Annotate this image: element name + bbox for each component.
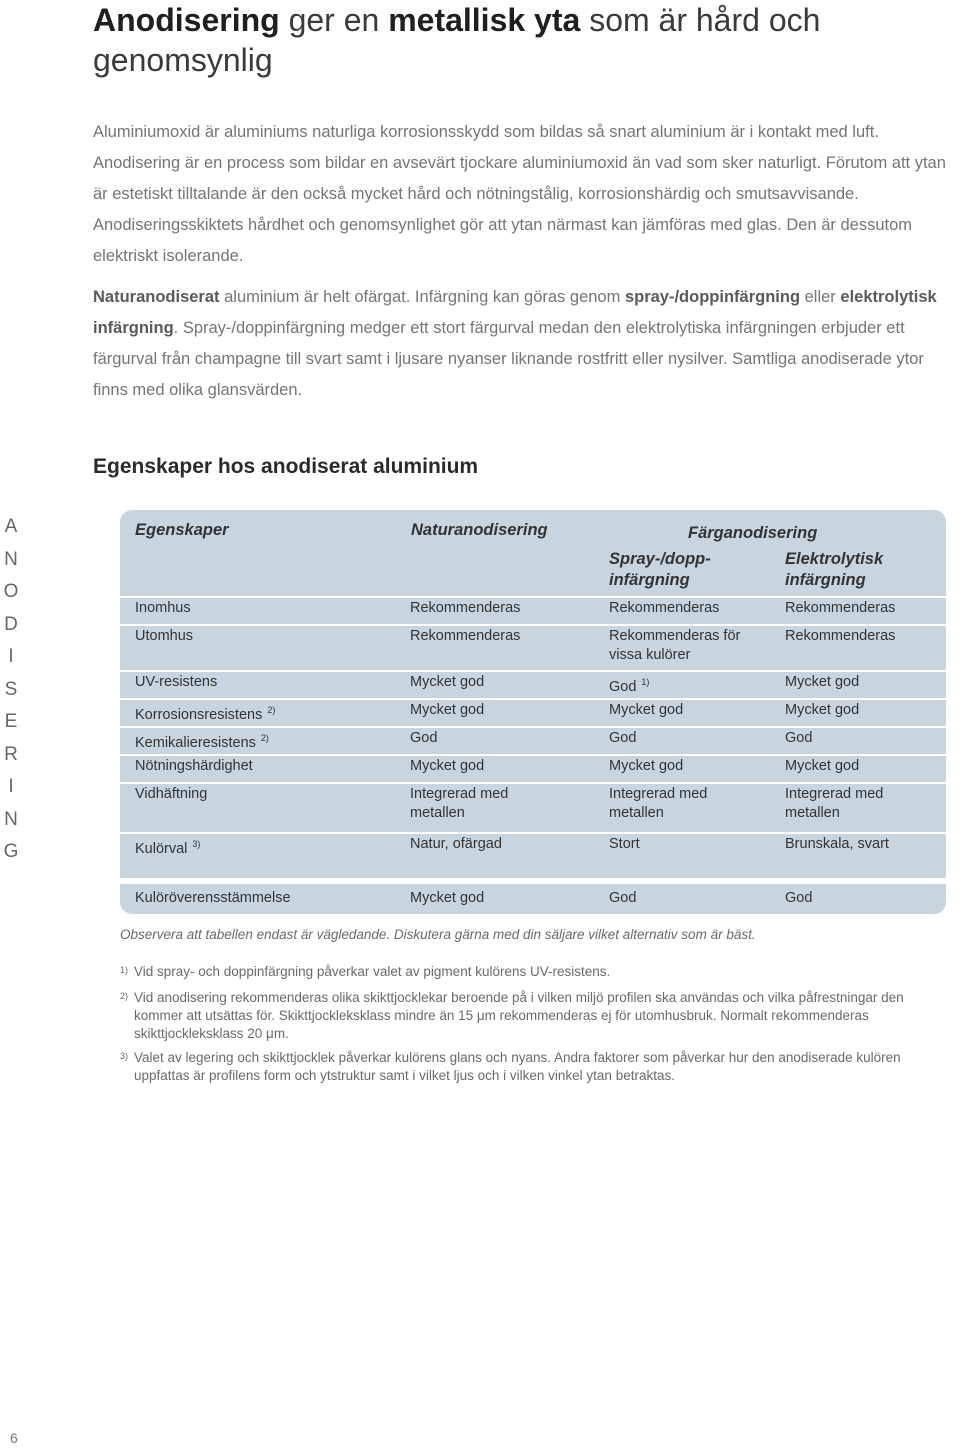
footnote-2-mark: 2) (120, 991, 129, 1001)
cell-naturanodisering (410, 701, 484, 720)
cell-naturanodisering-text: Mycket god (410, 758, 485, 774)
cell-naturanodisering (410, 889, 484, 908)
cell-elektrolytisk-text: Integrerad med metallen (785, 786, 884, 821)
cell-naturanodisering-text: Mycket god (410, 674, 485, 690)
observe-note: Observera att tabellen endast är vägledande. Diskutera gärna med din säljare vilket alternativ som är bäst. (120, 927, 756, 942)
cell-naturanodisering (410, 673, 484, 692)
cell-naturanodisering (410, 729, 437, 748)
cell-property (135, 785, 207, 804)
cell-property-footnote: 2) (267, 705, 276, 715)
cell-spray-dopp-text: Stort (609, 836, 640, 852)
cell-elektrolytisk (785, 889, 812, 908)
side-letter: A (4, 516, 18, 537)
cell-naturanodisering-text: Natur, ofärgad (410, 836, 502, 852)
cell-naturanodisering (410, 835, 502, 854)
heading-text-1: ger en (279, 2, 389, 38)
cell-naturanodisering (410, 757, 484, 776)
header-farganodisering: Färganodisering (688, 524, 818, 542)
cell-naturanodisering (410, 785, 508, 823)
side-letter: D (4, 613, 18, 635)
footnote-2-text: Vid anodisering rekommenderas olika skikttjocklekar beroende på i vilken miljö profilen ska användas och vilka påfrestningar den kommer att utsättas för. Skikttjockleksklass mindre än 15 μm rekommenderas ej för utomhusbruk. Normalt rekommenderas skikttjockleksklass 20 μm. (134, 990, 904, 1041)
header-elektrolytisk: Elektrolytisk infärgning (785, 550, 884, 589)
cell-spray-footnote: 1) (641, 677, 650, 687)
cell-property-text: Kulörval (135, 840, 188, 857)
cell-property (135, 673, 217, 692)
page-number: 6 (10, 1430, 18, 1446)
row-divider (120, 698, 946, 700)
cell-elektrolytisk-text: Rekommenderas (785, 628, 896, 644)
footnote-1-text: Vid spray- och doppinfärgning påverkar valet av pigment kulörens UV-resistens. (134, 964, 611, 979)
side-letter: I (8, 646, 14, 667)
cell-naturanodisering (410, 627, 520, 646)
cell-property (135, 757, 253, 776)
row-divider (120, 726, 946, 728)
cell-naturanodisering-text: Mycket god (410, 890, 485, 906)
cell-naturanodisering (410, 599, 520, 618)
para-bold-natur: Naturanodiserat (93, 288, 220, 306)
cell-elektrolytisk (785, 785, 883, 823)
para-text-3: . Spray-/doppinfärgning medger ett stort färgurval medan den elektrolytiska infärgningen erbjuder ett färgurval från champagne till svart samt i ljusare nyanser liknande rostfritt eller nysilver. Samtliga anodiserade ytor finns med olika glansvärden. (93, 319, 924, 399)
footnote-2 (120, 989, 920, 1043)
cell-elektrolytisk (785, 701, 859, 720)
row-divider (120, 596, 946, 598)
cell-property (135, 701, 275, 725)
cell-property-text: Nötningshärdighet (135, 758, 253, 774)
cell-elektrolytisk-text: Mycket god (785, 758, 860, 774)
cell-elektrolytisk (785, 757, 859, 776)
footnote-3 (120, 1049, 920, 1085)
para-text-2: eller (800, 288, 841, 306)
cell-property (135, 835, 200, 859)
cell-property (135, 729, 269, 753)
cell-spray-dopp-text: Rekommenderas för vissa kulörer (609, 628, 741, 663)
side-letter: S (4, 678, 18, 700)
cell-naturanodisering-text: Rekommenderas (410, 628, 521, 644)
cell-elektrolytisk-text: God (785, 890, 813, 906)
cell-property (135, 889, 291, 908)
cell-property-text: Kemikalieresistens (135, 734, 256, 751)
cell-property-text: Inomhus (135, 600, 191, 616)
cell-elektrolytisk-text: God (785, 730, 813, 746)
side-letter: G (3, 841, 19, 862)
cell-naturanodisering-text: Rekommenderas (410, 600, 521, 616)
side-vertical-label (0, 511, 22, 869)
footnote-1 (120, 963, 920, 981)
cell-spray-dopp (609, 757, 683, 776)
side-letter: E (4, 711, 18, 732)
cell-spray-dopp-text: Mycket god (609, 758, 684, 774)
row-divider (120, 832, 946, 834)
footnote-3-text: Valet av legering och skikttjocklek påverkar kulörens glans och nyans. Andra faktorer som påverkar hur den anodiserade kulören uppfattas är profilens form och ytstruktur samt i vilket ljus och i vilken vinkel ytan betraktas. (134, 1050, 901, 1083)
cell-property-text: Utomhus (135, 628, 194, 644)
para-bold-spray: spray-/doppinfärgning (624, 288, 801, 306)
cell-spray-dopp (609, 627, 740, 665)
cell-property (135, 627, 193, 646)
coloring-paragraph (93, 282, 959, 406)
cell-spray-dopp-text: Rekommenderas (609, 600, 720, 616)
header-naturanodisering: Naturanodisering (411, 521, 548, 539)
row-divider (120, 754, 946, 756)
cell-spray-dopp-text: Integrerad med metallen (609, 786, 708, 821)
cell-property-text: Kulöröverensstämmelse (135, 890, 291, 906)
properties-table (120, 510, 946, 914)
cell-property (135, 599, 191, 618)
row-divider (120, 670, 946, 672)
row-divider (120, 782, 946, 784)
cell-spray-dopp (609, 889, 636, 908)
cell-elektrolytisk-text: Brunskala, svart (785, 836, 889, 852)
para-bold-elektro: elektrolytisk infärgning (93, 288, 937, 337)
cell-naturanodisering-text: Mycket god (410, 702, 485, 718)
cell-property-footnote: 2) (260, 733, 269, 743)
cell-elektrolytisk-text: Mycket god (785, 702, 860, 718)
cell-spray-dopp (609, 835, 640, 854)
cell-spray-dopp-text: God (609, 890, 637, 906)
cell-naturanodisering-text: God (410, 730, 438, 746)
cell-elektrolytisk (785, 729, 812, 748)
cell-elektrolytisk-text: Rekommenderas (785, 600, 896, 616)
cell-property-text: Vidhäftning (135, 786, 208, 802)
cell-spray-dopp-text: Mycket god (609, 702, 684, 718)
row-divider (120, 624, 946, 626)
header-egenskaper: Egenskaper (135, 521, 229, 539)
cell-elektrolytisk (785, 835, 889, 854)
side-letter: N (4, 808, 18, 830)
side-letter: O (3, 581, 19, 602)
cell-property-text: UV-resistens (135, 674, 218, 690)
cell-property-footnote: 3) (192, 839, 201, 849)
cell-spray-dopp-text: God (609, 730, 637, 746)
cell-spray-dopp (609, 785, 707, 823)
intro-paragraph: Aluminiumoxid är aluminiums naturliga korrosionsskydd som bildas så snart aluminium är i kontakt med luft. Anodisering är en process som bildar en avsevärt tjockare aluminiumoxid än vad som sker naturligt. Förutom att ytan är estetiskt tilltalande är den också mycket hård och nötningstålig, korrosionshärdig och smutsavvisande. Anodiseringsskiktets hårdhet och genomsynlighet gör att ytan närmast kan jämföras med glas. Den är dessutom elektriskt isolerande. (93, 123, 946, 265)
cell-elektrolytisk-text: Mycket god (785, 674, 860, 690)
cell-spray-dopp (609, 599, 719, 618)
cell-spray-dopp-text: God (609, 678, 637, 695)
cell-naturanodisering-text: Integrerad med metallen (410, 786, 509, 821)
heading-text-2: som är hård och genomsynlig (93, 2, 821, 78)
cell-property-text: Korrosionsresistens (135, 706, 263, 723)
header-spray-dopp: Spray-/dopp- infärgning (609, 550, 711, 589)
side-letter: R (4, 743, 18, 765)
section-title: Egenskaper hos anodiserat aluminium (93, 455, 479, 478)
cell-elektrolytisk (785, 627, 895, 646)
cell-elektrolytisk (785, 673, 859, 692)
heading-bold-2: metallisk yta (388, 2, 581, 38)
cell-spray-dopp (609, 701, 683, 720)
row-divider (120, 878, 946, 884)
footnote-3-mark: 3) (120, 1051, 129, 1061)
cell-elektrolytisk (785, 599, 895, 618)
heading-bold-1: Anodisering (93, 2, 280, 38)
page-heading (93, 0, 933, 80)
footnote-1-mark: 1) (120, 965, 129, 975)
cell-spray-dopp (609, 729, 636, 748)
side-letter: I (8, 776, 14, 797)
cell-spray-dopp (609, 673, 649, 697)
para-text-1: aluminium är helt ofärgat. Infärgning kan göras genom (219, 288, 625, 306)
side-letter: N (4, 548, 18, 570)
